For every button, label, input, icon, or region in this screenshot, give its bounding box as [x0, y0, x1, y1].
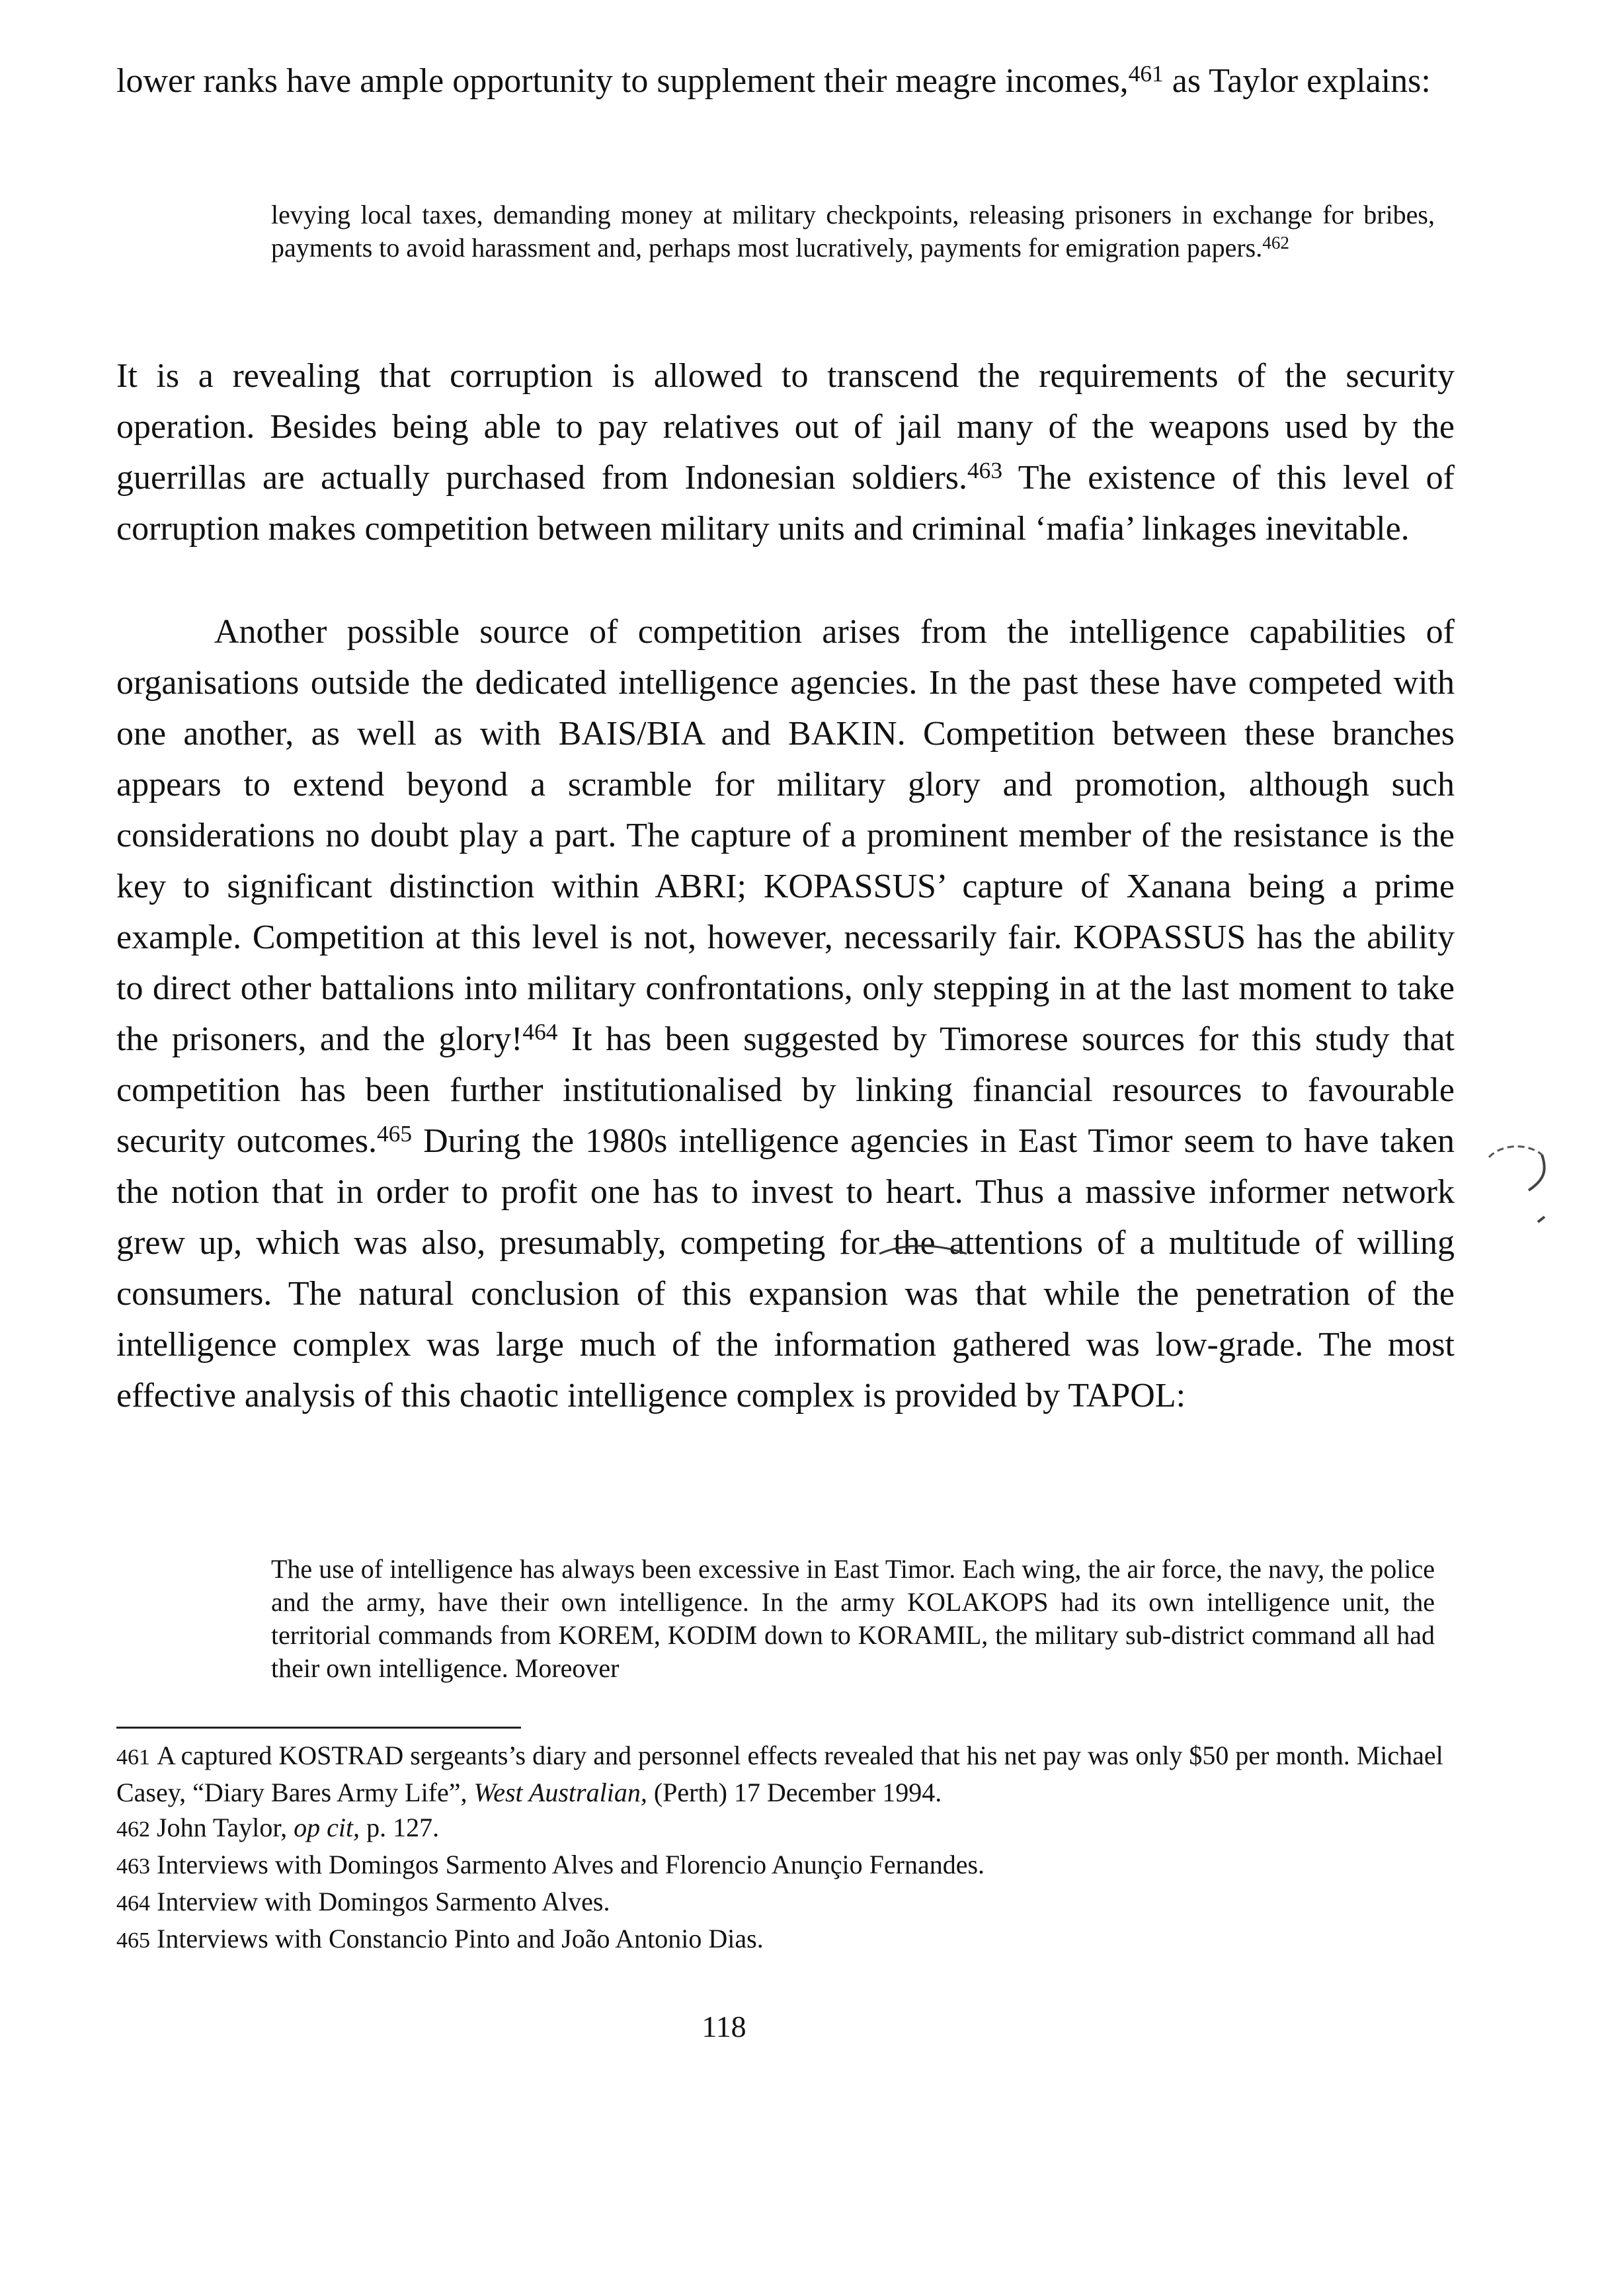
paragraph-competition — [116, 606, 1455, 1421]
footnote-ref-462: 462 — [1262, 232, 1289, 253]
footnote-text: West Australian, — [473, 1778, 647, 1807]
footnote-462 — [116, 1810, 1492, 1847]
block-quote-taylor — [271, 198, 1435, 265]
paragraph-text: During the 1980s intelligence agencies in East Timor seem to have taken the notion that in order to profit one has to invest to heart. Thus a massive informer network grew up, which was also, presumably, competing for the attentions of a multitude of willing consumers. The natural conclusion of this expansion was that while the penetration of the intelligence complex was large much of the information gathered was low-grade. The most effective analysis of this chaotic intelligence complex is provided by TAPOL: — [116, 1122, 1455, 1414]
footnote-ref-461: 461 — [1128, 60, 1164, 87]
footnote-text: A captured KOSTRAD sergeants’s diary and personnel effects revealed that his net pay was only $50 per month. Michael Casey, “Diary Bares Army Life”, — [116, 1741, 1443, 1807]
footnote-number: 464 — [116, 1891, 150, 1916]
footnote-text: (Perth) 17 December 1994. — [647, 1778, 942, 1807]
footnote-ref-464: 464 — [522, 1018, 558, 1046]
block-quote-tapol — [271, 1553, 1435, 1685]
paragraph-text: It has been suggested by Timorese sources for this study that competition has been further institutionalised by linking financial resources to favourable security outcomes. — [116, 1020, 1455, 1160]
footnote-number: 465 — [116, 1928, 150, 1953]
footnote-463 — [116, 1847, 1492, 1884]
footnote-465 — [116, 1921, 1492, 1958]
footnote-separator — [116, 1727, 521, 1729]
paragraph-text: Another possible source of competition arises from the intelligence capabilities of organisations outside the dedicated intelligence agencies. In the past these have competed with one another, as well as with BAIS/BIA and BAKIN. Competition between these branches appears to extend beyond a scramble for military glory and promotion, although such considerations no doubt play a part. The capture of a prominent member of the resistance is the key to significant distinction within ABRI; KOPASSUS’ capture of Xanana being a prime example. Competition at this level is not, however, necessarily fair. KOPASSUS has the ability to direct other battalions into military confrontations, only stepping in at the last moment to take the prisoners, and the glory! — [116, 613, 1455, 1058]
footnote-number: 463 — [116, 1854, 150, 1879]
page-number: 118 — [702, 2010, 746, 2043]
handwritten-pencil-mark — [1481, 1137, 1554, 1237]
footnote-464 — [116, 1884, 1492, 1921]
quote-text: levying local taxes, demanding money at military checkpoints, releasing prisoners in exchange for bribes, payments to avoid harassment and, perhaps most lucratively, payments for emigration papers. — [271, 200, 1435, 263]
footnote-461 — [116, 1738, 1492, 1810]
handwritten-underline-mark — [877, 1242, 969, 1258]
footnote-text: op cit, — [294, 1813, 360, 1842]
footnote-text: p. 127. — [360, 1813, 440, 1842]
footnotes — [116, 1738, 1492, 1958]
paragraph-text: as Taylor explains: — [1163, 62, 1431, 100]
paragraph-text: The existence of this level of corruption makes competition between military units and criminal ‘mafia’ linkages inevitable. — [116, 459, 1455, 548]
footnote-text: Interviews with Domingos Sarmento Alves and Florencio Anunçio Fernandes. — [157, 1850, 985, 1879]
paragraph-corruption — [116, 350, 1455, 554]
footnote-ref-465: 465 — [377, 1120, 413, 1147]
footnote-text: Interviews with Constancio Pinto and João Antonio Dias. — [157, 1924, 764, 1953]
footnote-number: 461 — [116, 1745, 150, 1770]
footnote-text: John Taylor, — [157, 1813, 294, 1842]
paragraph-text: It is a revealing that corruption is allowed to transcend the requirements of the security operation. Besides being able to pay relatives out of jail many of the weapons used by the guerrillas are actually purchased from Indonesian soldiers. — [116, 357, 1455, 497]
paragraph-continuation — [116, 56, 1455, 106]
footnote-number: 462 — [116, 1817, 150, 1842]
footnote-text: Interview with Domingos Sarmento Alves. — [157, 1887, 610, 1916]
footnote-ref-463: 463 — [967, 457, 1003, 484]
paragraph-text: lower ranks have ample opportunity to supplement their meagre incomes, — [116, 62, 1129, 100]
quote-text: The use of intelligence has always been excessive in East Timor. Each wing, the air force, the navy, the police and the army, have their own intelligence. In the army KOLAKOPS had its own intelligence unit, the territorial commands from KOREM, KODIM down to KORAMIL, the military sub-district command all had their own intelligence. Moreover — [271, 1554, 1435, 1683]
